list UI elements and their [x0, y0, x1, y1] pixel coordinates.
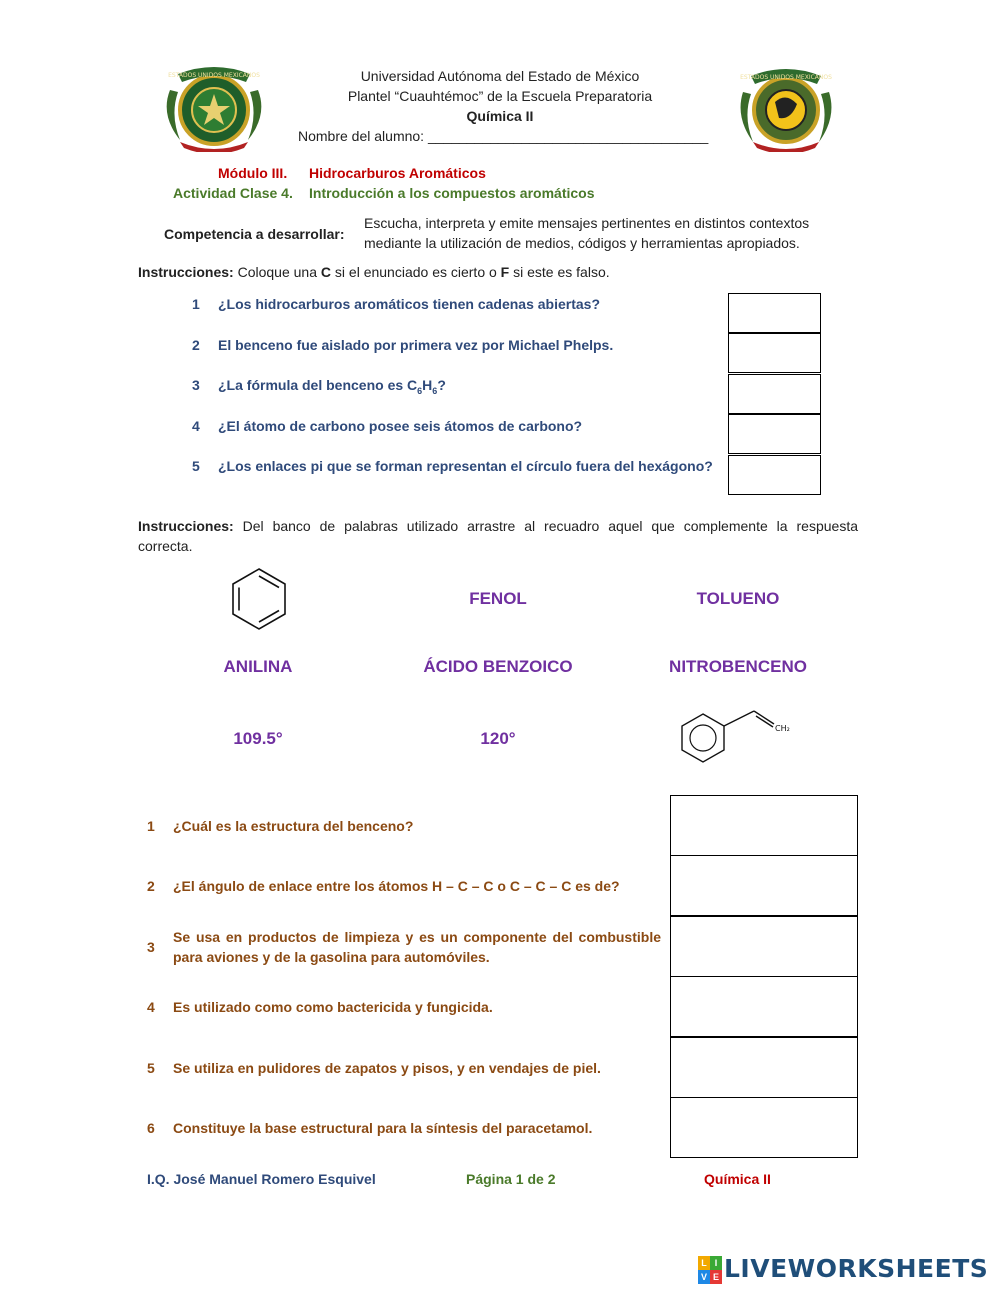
- uaem-logo-right: [735, 62, 837, 152]
- module-label: Módulo III.: [218, 165, 288, 181]
- tf-answer-box-1[interactable]: [728, 293, 821, 333]
- student-name-field[interactable]: Nombre del alumno: ____________________________________: [298, 128, 709, 144]
- tf-answer-box-5[interactable]: [728, 455, 821, 495]
- word-nitrobenceno[interactable]: NITROBENCENO: [669, 657, 807, 676]
- right-logo-caption: ESTADOS UNIDOS MEXICANOS: [740, 74, 832, 81]
- liveworksheets-badge-icon: L I V E: [698, 1256, 722, 1284]
- competence-label: Competencia a desarrollar:: [164, 226, 345, 242]
- tf-question-number: 1: [192, 296, 200, 312]
- activity-title: Introducción a los compuestos aromáticos: [309, 185, 595, 201]
- tf-answer-box-2[interactable]: [728, 333, 821, 373]
- word-109-5-degrees[interactable]: 109.5°: [233, 729, 283, 748]
- fill-question-number: 1: [147, 818, 155, 834]
- fill-question-number: 5: [147, 1060, 155, 1076]
- tf-question-text: El benceno fue aislado por primera vez por Michael Phelps.: [218, 337, 614, 353]
- instructions-label: Instrucciones:: [138, 264, 234, 280]
- drop-box-6[interactable]: [670, 1097, 858, 1158]
- drop-box-2[interactable]: [670, 855, 858, 916]
- tf-question-number: 2: [192, 337, 200, 353]
- tf-question-text: ¿El átomo de carbono posee seis átomos de carbono?: [218, 418, 583, 434]
- tf-answer-box-3[interactable]: [728, 374, 821, 414]
- campus-name: Plantel “Cuauhtémoc” de la Escuela Preparatoria: [347, 88, 653, 104]
- footer-author: I.Q. José Manuel Romero Esquivel: [147, 1171, 376, 1187]
- university-name: Universidad Autónoma del Estado de México: [360, 68, 640, 84]
- liveworksheets-logo-text: LIVEWORKSHEETS: [724, 1254, 989, 1283]
- instructions-true-false: Instrucciones: Coloque una C si el enunciado es cierto o F si este es falso.: [138, 264, 610, 280]
- tf-question-text: ¿Los enlaces pi que se forman representan el círculo fuera del hexágono?: [218, 458, 713, 474]
- footer-subject: Química II: [704, 1171, 771, 1187]
- footer-page: Página 1 de 2: [466, 1171, 556, 1187]
- fill-question-text: Constituye la base estructural para la síntesis del paracetamol.: [173, 1120, 593, 1136]
- tf-question-number: 5: [192, 458, 200, 474]
- word-fenol[interactable]: FENOL: [469, 589, 527, 608]
- left-logo-caption: ESTADOS UNIDOS MEXICANOS: [168, 72, 260, 79]
- competence-line-1: Escucha, interpreta y emite mensajes pertinentes en distintos contextos: [364, 215, 810, 231]
- tf-question-text: ¿Los hidrocarburos aromáticos tienen cadenas abiertas?: [218, 296, 600, 312]
- fill-question-text: ¿El ángulo de enlace entre los átomos H – C – C o C – C – C es de?: [173, 878, 620, 894]
- drop-box-1[interactable]: [670, 795, 858, 856]
- tf-question-text: ¿La fórmula del benceno es $C_6H_6$?: [218, 377, 446, 396]
- fill-question-number: 4: [147, 999, 155, 1015]
- drop-box-5[interactable]: [670, 1037, 858, 1098]
- benzene-structure-draggable[interactable]: [226, 566, 292, 632]
- subject-title: Química II: [466, 108, 534, 124]
- styrene-structure-draggable[interactable]: [678, 706, 798, 772]
- instructions-word-bank-line-2: correcta.: [138, 538, 193, 554]
- word-acido-benzoico[interactable]: ÁCIDO BENZOICO: [423, 657, 573, 676]
- fill-question-number: 3: [147, 939, 155, 955]
- competence-line-2: mediante la utilización de medios, códigos y herramientas apropiados.: [364, 235, 800, 251]
- fill-question-text: Es utilizado como como bactericida y fungicida.: [173, 999, 493, 1015]
- instructions-word-bank: Instrucciones: Del banco de palabras utilizado arrastre al recuadro aquel que complemente la respuesta: [138, 518, 858, 534]
- word-tolueno[interactable]: TOLUENO: [696, 589, 780, 608]
- fill-question-number: 6: [147, 1120, 155, 1136]
- drop-box-3[interactable]: [670, 916, 858, 977]
- fill-question-text: Se usa en productos de limpieza y es un componente del combustible: [173, 929, 661, 945]
- module-title: Hidrocarburos Aromáticos: [309, 165, 486, 181]
- fill-question-text: ¿Cuál es la estructura del benceno?: [173, 818, 414, 834]
- fill-question-text: Se utiliza en pulidores de zapatos y pisos, y en vendajes de piel.: [173, 1060, 601, 1076]
- tf-answer-box-4[interactable]: [728, 414, 821, 454]
- tf-question-number: 3: [192, 377, 200, 393]
- styrene-ch2-label: CH₂: [775, 724, 790, 733]
- activity-label: Actividad Clase 4.: [173, 185, 293, 201]
- fill-question-number: 2: [147, 878, 155, 894]
- word-120-degrees[interactable]: 120°: [480, 729, 516, 748]
- fill-question-text-line-2: para aviones y de la gasolina para automóviles.: [173, 949, 490, 965]
- tf-question-number: 4: [192, 418, 200, 434]
- word-anilina[interactable]: ANILINA: [223, 657, 293, 676]
- drop-box-4[interactable]: [670, 976, 858, 1037]
